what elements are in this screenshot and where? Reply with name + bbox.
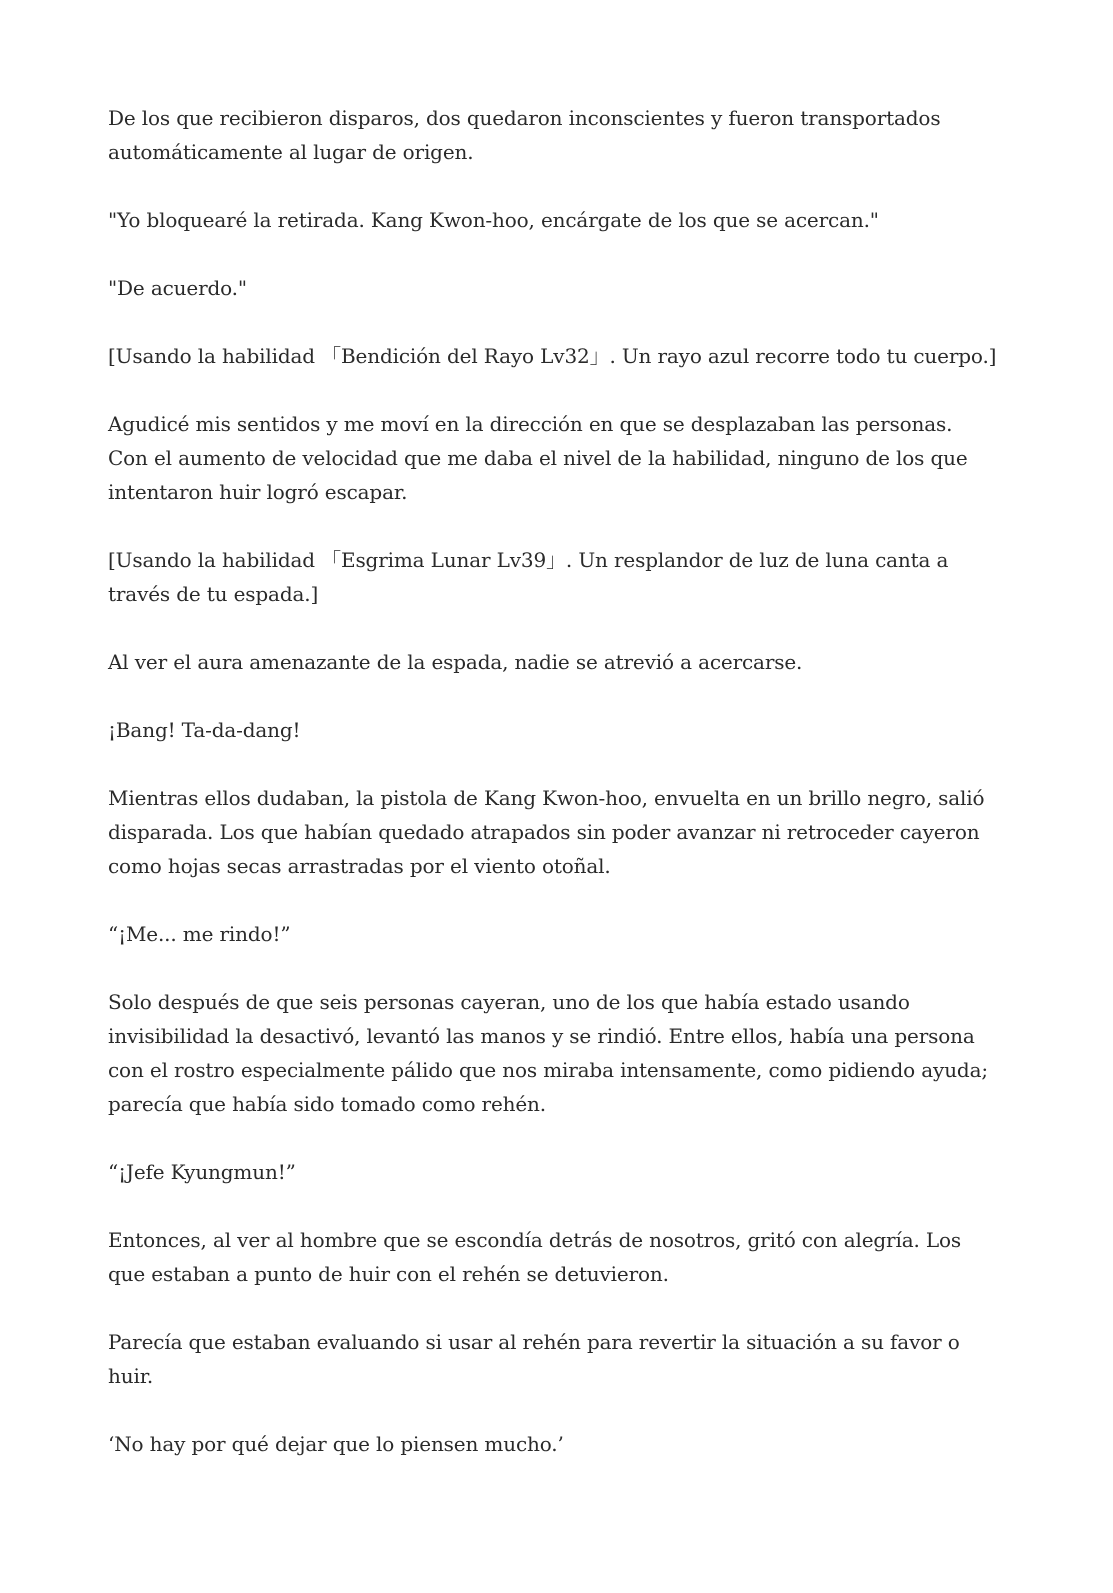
paragraph-15: ‘No hay por qué dejar que lo piensen mucho.’ [108, 1432, 564, 1456]
paragraph-2: "Yo bloquearé la retirada. Kang Kwon-hoo, encárgate de los que se acercan." [108, 208, 879, 232]
paragraph-12: “¡Jefe Kyungmun!” [108, 1160, 296, 1184]
paragraph-10: “¡Me... me rindo!” [108, 922, 291, 946]
paragraph-6: [Usando la habilidad 「Esgrima Lunar Lv39」. Un resplandor de luz de luna canta a través de tu espada.] [108, 548, 949, 606]
paragraph-8: ¡Bang! Ta-da-dang! [108, 718, 301, 742]
paragraph-7: Al ver el aura amenazante de la espada, nadie se atrevió a acercarse. [108, 650, 803, 674]
paragraph-9: Mientras ellos dudaban, la pistola de Kang Kwon-hoo, envuelta en un brillo negro, salió disparada. Los que habían quedado atrapados sin poder avanzar ni retroceder cayeron como hojas secas arrastradas por el viento otoñal. [108, 786, 985, 878]
paragraph-11: Solo después de que seis personas cayeran, uno de los que había estado usando invisibilidad la desactivó, levantó las manos y se rindió. Entre ellos, había una persona con el rostro especialmente pálido que nos miraba intensamente, como pidiendo ayuda; parecía que había sido tomado como rehén. [108, 990, 988, 1116]
paragraph-5: Agudicé mis sentidos y me moví en la dirección en que se desplazaban las personas. Con el aumento de velocidad que me daba el nivel de la habilidad, ninguno de los que intentaron huir logró escapar. [108, 412, 968, 504]
paragraph-13: Entonces, al ver al hombre que se escondía detrás de nosotros, gritó con alegría. Los que estaban a punto de huir con el rehén se detuvieron. [108, 1228, 962, 1286]
paragraph-4: [Usando la habilidad 「Bendición del Rayo Lv32」. Un rayo azul recorre todo tu cuerpo.] [108, 344, 997, 368]
paragraph-1: De los que recibieron disparos, dos quedaron inconscientes y fueron transportados automáticamente al lugar de origen. [108, 106, 941, 164]
paragraph-14: Parecía que estaban evaluando si usar al rehén para revertir la situación a su favor o huir. [108, 1330, 960, 1388]
paragraph-3: "De acuerdo." [108, 276, 247, 300]
